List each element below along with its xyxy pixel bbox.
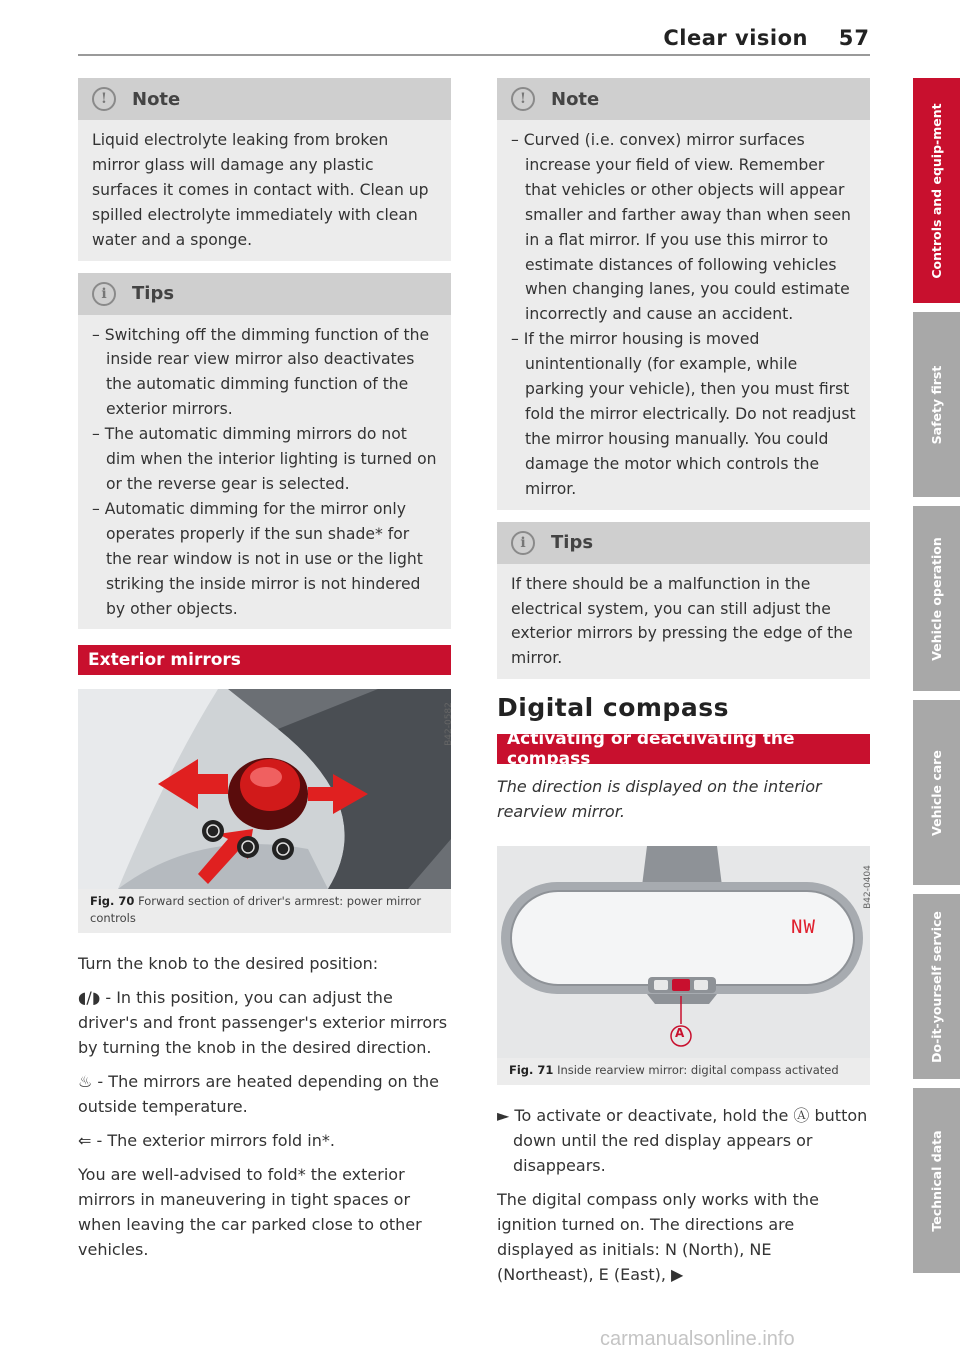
tab-vehicle-operation[interactable]: Vehicle operation (913, 506, 960, 691)
tab-controls-and-equipment[interactable]: Controls and equip-ment (913, 78, 960, 303)
note-box (78, 78, 451, 261)
figure-70 (78, 689, 455, 933)
warning-icon: ! (92, 87, 116, 111)
rearview-mirror-image (497, 846, 874, 1058)
body-text (78, 951, 451, 1262)
paragraph: Turn the knob to the desired position: (78, 954, 379, 974)
tab-safety-first[interactable]: Safety first (913, 312, 960, 497)
warning-icon: ! (511, 87, 535, 111)
tab-vehicle-care[interactable]: Vehicle care (913, 700, 960, 885)
callout-a: A (675, 1026, 685, 1041)
note-box (497, 78, 870, 510)
tips-title: Tips (132, 283, 175, 305)
paragraph: You are well-advised to fold* the exterior mirrors in maneuvering in tight spaces or when leaving the car parked close to other vehicles. (78, 1165, 422, 1260)
tab-technical-data[interactable]: Technical data (913, 1088, 960, 1273)
note-text: Liquid electrolyte leaking from broken mirror glass will damage any plastic surfaces it comes in contact with. Clean up spilled electrolyte immediately with clean water and a sponge. (92, 131, 429, 249)
note-item: – If the mirror housing is moved unintentionally (for example, while parking your vehicle), then you must first fold the mirror electrically. Do not readjust the mirror housing manually. You could damage the motor which controls the mirror. (511, 330, 856, 498)
heading-digital-compass: Digital compass (497, 693, 729, 723)
tips-box (497, 522, 870, 680)
tips-box (78, 273, 451, 630)
chapter-title: Clear vision (663, 26, 808, 50)
right-column (497, 78, 874, 1296)
figure-code: B42-0404 (863, 865, 874, 910)
section-title-compass: Activating or deactivating the compass (497, 734, 870, 764)
mirror-controls-image (78, 689, 455, 889)
note-title: Note (551, 88, 600, 110)
tips-item: – The automatic dimming mirrors do not dim when the interior lighting is turned on or the reverse gear is selected. (92, 425, 437, 493)
page-number: 57 (838, 26, 870, 50)
figure-label: Fig. 71 (509, 1063, 554, 1078)
note-item: – Curved (i.e. convex) mirror surfaces increase your field of view. Remember that vehicles or other objects will appear smaller and farther away than when seen in a flat mirror. If you use this mirror to estimate distances of following vehicles when changing lanes, you could estimate incorrectly and cause an accident. (511, 131, 851, 324)
tab-do-it-yourself-service[interactable]: Do-it-yourself service (913, 894, 960, 1079)
left-column (78, 78, 455, 1271)
watermark: carmanualsonline.info (600, 1328, 795, 1350)
note-title: Note (132, 88, 181, 110)
figure-caption: Inside rearview mirror: digital compass activated (557, 1063, 839, 1078)
paragraph: ◖/◗ - In this position, you can adjust the driver's and front passenger's exterior mirrors by turning the knob in the desired direction. (78, 988, 448, 1058)
compass-display: NW (791, 916, 816, 939)
paragraph: ♨ - The mirrors are heated depending on the outside temperature. (78, 1072, 439, 1117)
chapter-tabs (913, 78, 960, 1282)
paragraph: ⇐ - The exterior mirrors fold in*. (78, 1131, 335, 1151)
figure-code: B42-0582 (444, 702, 455, 747)
info-icon: i (511, 531, 535, 555)
info-icon: i (92, 282, 116, 306)
paragraph: The digital compass only works with the ignition turned on. The directions are displayed as initials: N (North), NE (Northeast), E (East), ▶ (497, 1190, 819, 1285)
section-title-exterior-mirrors: Exterior mirrors (78, 645, 451, 675)
tips-text: If there should be a malfunction in the electrical system, you can still adjust the exterior mirrors by pressing the edge of the mirror. (511, 574, 853, 668)
tips-item: – Automatic dimming for the mirror only operates properly if the sun shade* for the rear window is not in use or the light striking the inside mirror is not hindered by other objects. (92, 499, 423, 618)
page-header (78, 22, 870, 56)
tips-title: Tips (551, 532, 594, 554)
figure-label: Fig. 70 (90, 894, 135, 909)
body-text (497, 1103, 870, 1287)
figure-71 (497, 846, 874, 1085)
intro-text: The direction is displayed on the interior rearview mirror. (497, 777, 822, 822)
step-text: ► To activate or deactivate, hold the Ⓐ button down until the red display appears or disappears. (497, 1106, 868, 1176)
figure-caption: Forward section of driver's armrest: power mirror controls (90, 894, 422, 926)
tips-item: – Switching off the dimming function of the inside rear view mirror also deactivates the automatic dimming function of the exterior mirrors. (92, 325, 430, 419)
